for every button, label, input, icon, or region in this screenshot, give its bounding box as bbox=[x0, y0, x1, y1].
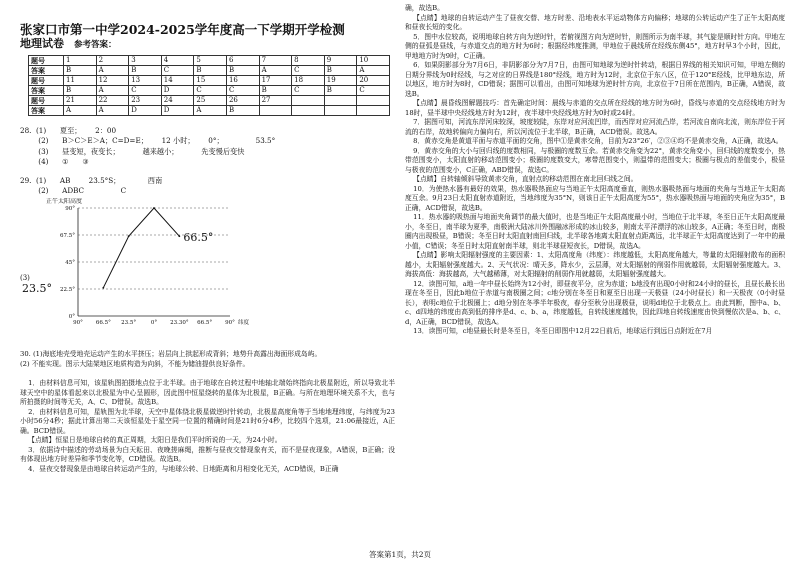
q28-line: 28. (1) 夏至； 2：00 bbox=[20, 126, 117, 135]
table-cell: A bbox=[194, 106, 227, 116]
table-cell bbox=[292, 106, 325, 116]
question-30-answers bbox=[20, 350, 395, 369]
explanation-paragraph: 确，故选B。 bbox=[405, 4, 444, 12]
q30-line: 30. (1)海底地壳受地壳运动产生的水平挤压；岩层向上拱起形成背斜；地势升高露出海面形成岛屿。 bbox=[20, 350, 322, 359]
table-cell: B bbox=[64, 66, 97, 76]
table-cell: B bbox=[194, 66, 227, 76]
row-header-cell: 题号 bbox=[29, 76, 64, 86]
table-cell: 23 bbox=[129, 96, 162, 106]
page-footer: 答案第1页，共2页 bbox=[368, 550, 432, 559]
sun-altitude-chart bbox=[20, 198, 280, 343]
table-cell: A bbox=[357, 66, 390, 76]
q29-line: 29. (1) AB 23.5°S； 西南 bbox=[20, 175, 163, 185]
table-cell bbox=[357, 96, 390, 106]
y-tick-label: 67.5° bbox=[60, 233, 75, 240]
table-cell: B bbox=[259, 86, 292, 96]
q28-line: (3) 昼变短，夜变长； 越来越小； 先变慢后变快 bbox=[20, 146, 245, 156]
q29-line: (2) ADBC C bbox=[20, 186, 127, 196]
table-cell: B bbox=[226, 66, 259, 76]
question-28-answers bbox=[20, 126, 395, 168]
table-cell: B bbox=[129, 66, 162, 76]
explanation-paragraph: 8．黄赤交角是黄道平面与赤道平面的交角，图中①是黄赤交角，目前为23°26′，②③④均不是黄赤交角，A正确，故选A。 bbox=[413, 137, 783, 145]
table-cell: 26 bbox=[226, 96, 259, 106]
explanation-tip: 【点睛】自转轴倾斜导致黄赤交角，直射点的移动范围在南北回归线之间。 bbox=[413, 175, 638, 183]
x-tick-label: 90° bbox=[225, 320, 235, 327]
annotation-66-5: 66.5° bbox=[183, 231, 214, 245]
table-cell: B bbox=[64, 86, 97, 96]
explanation-tip: 【点睛】恒星日是地球自转的真正周期，太阳日是我们平时所说的一天，为24小时。 bbox=[28, 436, 282, 445]
x-axis-label: 纬度 bbox=[238, 320, 250, 327]
table-cell: A bbox=[96, 86, 129, 96]
row-header-cell: 答案 bbox=[29, 66, 64, 76]
q30-line: (2) 不能实现。图示大陆架地区地质构造为向斜，不能为储油提供良好条件。 bbox=[20, 359, 250, 368]
table-cell: D bbox=[129, 106, 162, 116]
explanation-paragraph: 4．昼夜交替现象是由地球自转运动产生的，与地球公转、日地距离和月相变化无关，ACD错误，B正确 bbox=[28, 464, 339, 473]
question-number-row bbox=[29, 96, 390, 106]
table-cell: 8 bbox=[292, 56, 325, 66]
row-header-cell: 题号 bbox=[29, 56, 64, 66]
table-cell: 13 bbox=[129, 76, 162, 86]
question-29-answers bbox=[20, 176, 395, 197]
table-cell: 11 bbox=[64, 76, 97, 86]
altitude-point bbox=[178, 236, 180, 238]
explanation-paragraph: 2．由材料信息可知，星轨图为北半球，天空中星体绕北极星做逆时针转动，北极星高度角等于当地地理纬度，与纬度为23小时56分4秒；据此计算出第二天该恒星处于星空同一位置的精确时间是21时6分4秒，比较四个选项，21:06最接近，A正确。BCD错误。 bbox=[20, 407, 395, 435]
y-tick-label: 45° bbox=[65, 260, 75, 267]
answer-row bbox=[29, 66, 390, 76]
table-cell: 7 bbox=[259, 56, 292, 66]
table-cell: 12 bbox=[96, 76, 129, 86]
table-cell: 4 bbox=[161, 56, 194, 66]
table-cell: B bbox=[324, 86, 357, 96]
explanation-paragraph: 11．热水器的吸热面与地面夹角调节的最大值时，也是当地正午太阳高度最小时，当地位于北半球，冬至日正午太阳高度最小，冬至日，南半球为夏季，南极洲大陆冰川外围融冰形成的冰山较多，则南太平洋漂浮的冰山较多，A正确；冬至日时，南极圈内出现极昼，B错误；冬至日时太阳直射南回归线，北半球各地离太阳直射点距离远，北半球正午太阳高度达到了一年中的最小值，C错误；冬至日时太阳直射南半球，则北半球昼短夜长，D错误，故选A。 bbox=[405, 213, 785, 250]
answer-row bbox=[29, 86, 390, 96]
table-cell: 16 bbox=[226, 76, 259, 86]
left-column bbox=[20, 22, 395, 474]
x-tick-label: 23.30° bbox=[170, 320, 189, 327]
table-cell bbox=[324, 96, 357, 106]
row-header-cell: 题号 bbox=[29, 96, 64, 106]
table-cell bbox=[259, 106, 292, 116]
table-cell: 15 bbox=[194, 76, 227, 86]
x-tick-label: 90° bbox=[73, 320, 83, 327]
table-cell: C bbox=[194, 86, 227, 96]
table-cell: C bbox=[161, 66, 194, 76]
answer-key-label: 参考答案： bbox=[74, 40, 117, 50]
answer-row bbox=[29, 106, 390, 116]
table-cell: 2 bbox=[96, 56, 129, 66]
table-cell: A bbox=[96, 106, 129, 116]
table-cell: B bbox=[324, 66, 357, 76]
question-number-row bbox=[29, 76, 390, 86]
y-tick-label: 22.5° bbox=[60, 287, 75, 294]
x-tick-label: 0° bbox=[150, 320, 158, 327]
table-cell: 1 bbox=[64, 56, 97, 66]
altitude-line bbox=[103, 208, 179, 288]
table-cell: 21 bbox=[64, 96, 97, 106]
table-cell bbox=[357, 106, 390, 116]
explanation-paragraph: 10．为使热水器有最好的效果，热水器吸热面应与当地正午太阳高度垂直，则热水器吸热面与地面的夹角与当地正午太阳高度互余。9月23日太阳直射赤道附近，当地纬度为35°N，则该日正午太阳高度为55°，热水器吸热面与地面的夹角应为35°，B正确，ACD错误，故选B。 bbox=[405, 184, 785, 212]
explanation-paragraph: 9．黄赤交角的大小与回归线的度数相同，与极圈的度数互余。若黄赤交角变为22°，黄赤交角变小，回归线的度数变小，热带范围变小，太阳直射的移动范围变小；极圈的度数变大，寒带范围变小，则温带的范围变大；极圈与极点的差值变小，极昼与极夜的范围变小，C正确，ABD错误，故选C。 bbox=[405, 146, 785, 174]
page-subtitle bbox=[20, 37, 395, 52]
y-tick-label: 0° bbox=[68, 314, 75, 321]
q28-line: (4) ① ③ bbox=[20, 157, 89, 167]
table-cell: 17 bbox=[259, 76, 292, 86]
page-title: 张家口市第一中学2024-2025学年度高一下学期开学检测 bbox=[20, 22, 345, 37]
table-cell: 6 bbox=[226, 56, 259, 66]
table-cell: D bbox=[161, 86, 194, 96]
table-cell: C bbox=[357, 86, 390, 96]
q28-line: (2) B＞C＞E＞A；C=D=E； 12 小时； 0°； 53.5° bbox=[20, 136, 276, 146]
explanation-tip: 【点睛】地球的自转运动产生了昼夜交替、地方时差、沿地表水平运动物体方向偏移；地球的公转运动产生了正午太阳高度和昼夜长短的变化。 bbox=[405, 13, 785, 31]
explanation-paragraph: 3．依据诗中描述的劳动场景为白天耘田、夜晚搓麻绳，推断与昼夜交替现象有关，而不是昼夜现象，A错误，B正确；没有体现出地方时差异和季节变化等，CD错误。故选B。 bbox=[20, 445, 395, 464]
altitude-point bbox=[153, 208, 155, 210]
noon-sun-altitude-diagram bbox=[20, 198, 395, 347]
table-cell: 3 bbox=[129, 56, 162, 66]
explanation-tip: 【点睛】影响太阳辐射强度的主要因素：1、太阳高度角（纬度）：纬度越低，太阳高度角越大，等量的太阳辐射散布的面积越小，太阳辐射强度越大。2、天气状况：晴天多，降水少，云层薄，对太阳辐射的削弱作用就越弱，太阳辐射强度越大。3、海拔高低：海拔越高，大气越稀薄，对太阳辐射的削弱作用就越弱，太阳辐射强度越大。 bbox=[405, 251, 785, 278]
explanation-tip: 【点睛】晨昏线图解题技巧：首先确定时间：晨线与赤道的交点所在经线的地方时为6时，昏线与赤道的交点经线地方时为18时，昼半球中央经线地方时为12时，夜半球中央经线地方时为0时或24时。 bbox=[405, 99, 785, 117]
table-cell: C bbox=[226, 86, 259, 96]
x-tick-label: 23.5° bbox=[121, 320, 137, 327]
table-cell: C bbox=[129, 86, 162, 96]
row-header-cell: 答案 bbox=[29, 106, 64, 116]
table-cell: 10 bbox=[357, 56, 390, 66]
x-tick-label: 66.5° bbox=[197, 320, 213, 327]
table-cell: 19 bbox=[324, 76, 357, 86]
table-cell: 27 bbox=[259, 96, 292, 106]
table-cell: A bbox=[96, 66, 129, 76]
table-cell: D bbox=[161, 106, 194, 116]
table-cell: 9 bbox=[324, 56, 357, 66]
y-tick-label: 90° bbox=[65, 206, 75, 213]
subject-label: 地理试卷 bbox=[20, 37, 64, 50]
table-cell: C bbox=[292, 66, 325, 76]
explanation-paragraph: 12．读图可知，a地一年中昼长始终为12小时，即昼夜平分，应为赤道；b地没有出现0小时和24小时的昼长，且昼长最长出现在冬至日，因此b地位于赤道与南极圈之间；c地分别在冬至日和夏至日出现一天极昼（24小时昼长）和一天极夜（0小时昼长），表明c地位于北极圈上；d地分别在冬季半年极夜，春分至秋分出现极昼，说明d地位于北极点上。由此判断，图中a、b、c、d四地的纬度由高到低的排序是d、c、b、a，纬度越低，自转线速度越快，因此四地自转线速度由快到慢依次是a、b、c、d，A正确，BCD错误，故选A。 bbox=[405, 279, 785, 326]
table-cell: C bbox=[292, 86, 325, 96]
explanation-paragraph: 1．由材料信息可知，该星轨图拍摄地点位于北半球。由于地球在自转过程中地轴北端始终指向北极星附近，所以导致北半球天空中的星体看起来以北极星为中心呈圆形，因此图中恒星绕转的星体为北极星，B正确。与所在地理环境关系不大，也与所拍摄的时间等无关，A、C、D错误。故选B。 bbox=[20, 379, 395, 407]
row-header-cell: 答案 bbox=[29, 86, 64, 96]
altitude-point bbox=[102, 287, 104, 289]
chart-title: 正午太阳高度 bbox=[46, 198, 83, 206]
explanation-paragraph: 6．如果阴影部分为7月6日，非阴影部分为7月7日，由图可知地球为逆时针转动，根据日界线的相关知识可知，甲地左侧的日期分界线为0时经线，与之对应的日界线是180°经线，地方时为12时，北京位于东八区，位于120°E经线，比甲地东边，所以地区，地方时为8时，CD错误；据图可以看出，由图可知地球为逆时针方向，北京位于7日所在范围内，B正确，A错误，故选B。 bbox=[405, 61, 785, 98]
table-cell bbox=[292, 96, 325, 106]
table-cell: A bbox=[259, 66, 292, 76]
explanation-paragraph: 13．读图可知，c地昼最长时是冬至日，冬至日即图中12月22日前后，地球运行到远日点附近在7月 bbox=[413, 327, 713, 335]
table-cell: 14 bbox=[161, 76, 194, 86]
altitude-point bbox=[128, 236, 130, 238]
table-cell bbox=[324, 106, 357, 116]
explanations-left bbox=[20, 379, 395, 474]
table-cell: 25 bbox=[194, 96, 227, 106]
explanation-paragraph: 7．据图可知，河流东岸河床较深，坡度较陡，东岸对应河流凹岸，而西岸对应河流凸岸，若河流自南向北流，则东岸位于河流的右岸，故地转偏向力偏向右，所以河流位于北半球，B正确，ACD错误。故选A。 bbox=[405, 118, 785, 136]
explanation-paragraph: 5．图中水位较高，说明地球自转方向为逆时针，若俯视图方向为逆时针，则图所示为南半球，其气旋是顺时针方向。甲地左侧的昼弧是昼线，与赤道交点的地方时为6时；根据经纬度推测，甲地位于晨线所在经线东侧45°，地方时早3个小时，因此，甲地地方时为9时，C正确。 bbox=[405, 32, 785, 60]
x-tick-label: 66.5° bbox=[95, 320, 111, 327]
table-cell: 20 bbox=[357, 76, 390, 86]
question-number-row bbox=[29, 56, 390, 66]
table-cell: 24 bbox=[161, 96, 194, 106]
part-label-3: (3) bbox=[20, 274, 30, 283]
right-column bbox=[405, 4, 785, 337]
table-cell: 5 bbox=[194, 56, 227, 66]
table-cell: B bbox=[226, 106, 259, 116]
table-cell: 18 bbox=[292, 76, 325, 86]
table-cell: A bbox=[64, 106, 97, 116]
table-cell: 22 bbox=[96, 96, 129, 106]
answer-table bbox=[28, 55, 390, 116]
annotation-23-5: 23.5° bbox=[22, 282, 52, 296]
